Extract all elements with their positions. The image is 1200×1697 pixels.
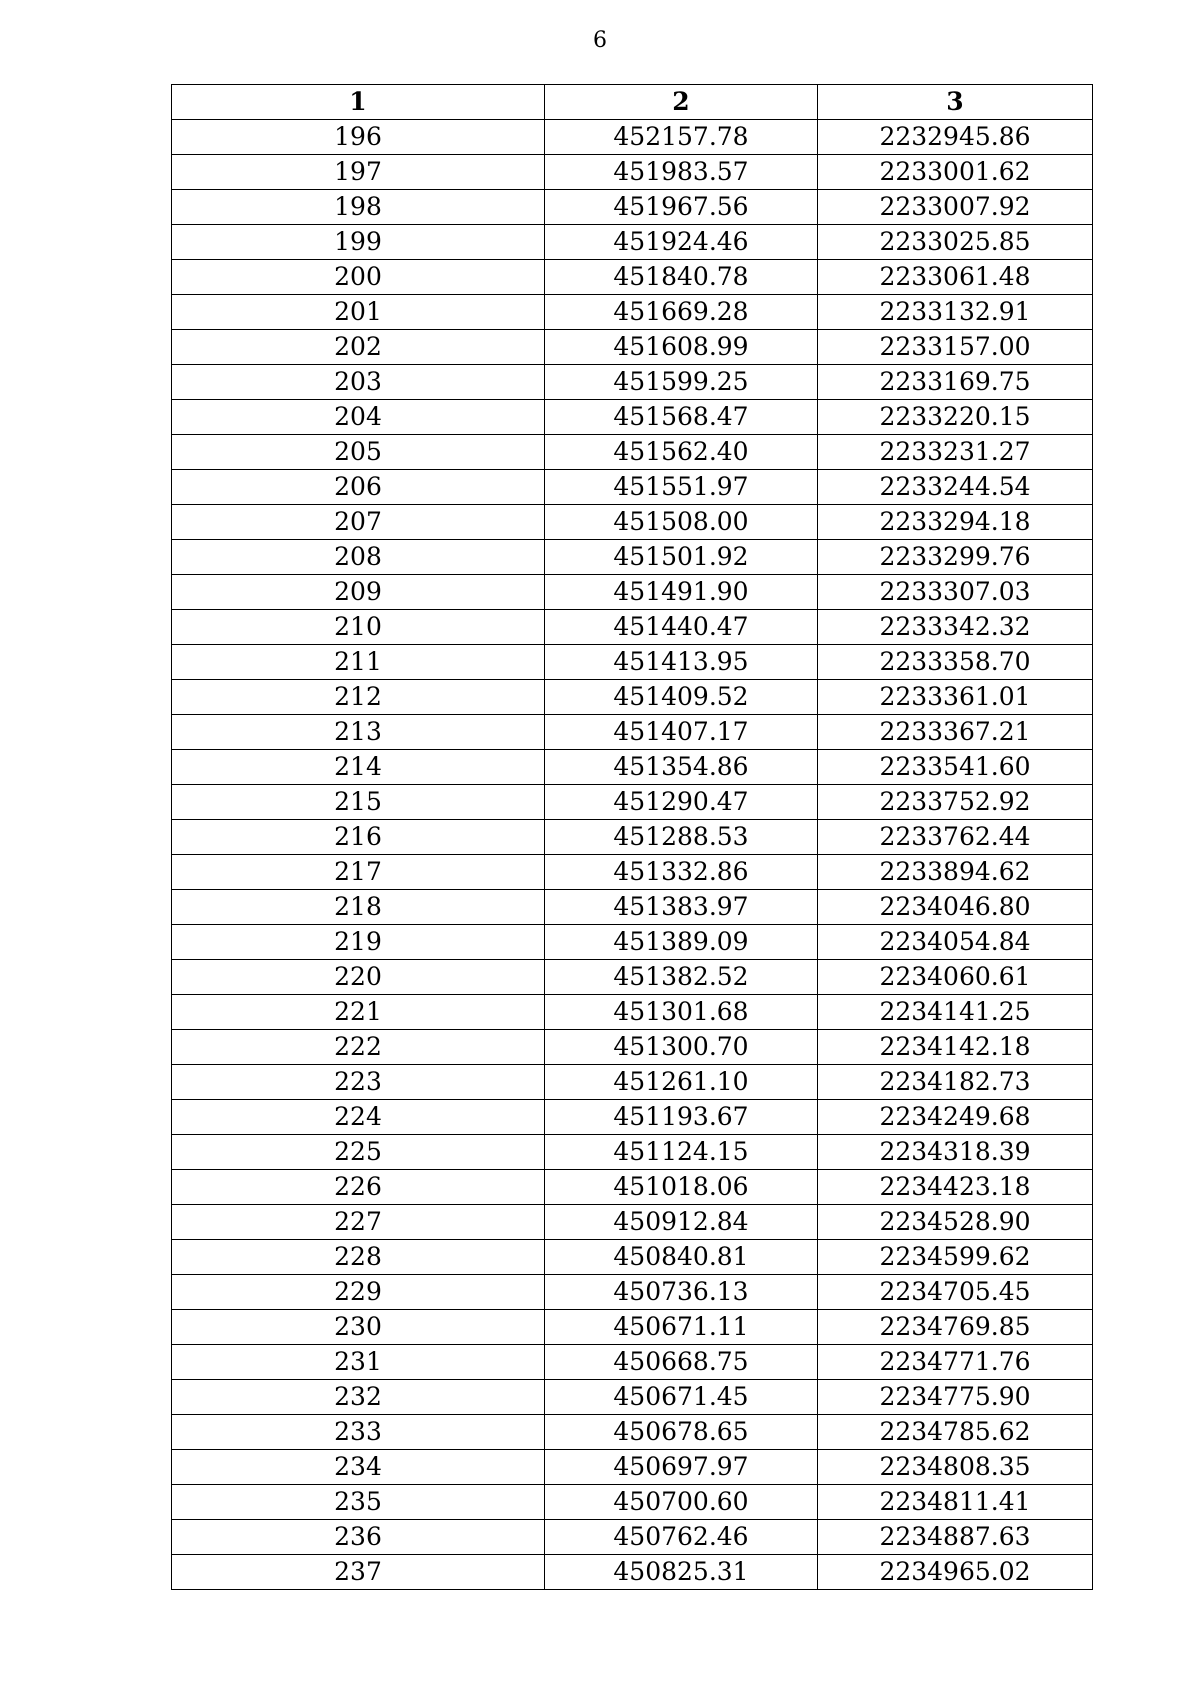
table-row [172,610,1093,645]
point-number-cell: 236 [172,1520,545,1555]
table-row [172,1030,1093,1065]
point-number-cell: 224 [172,1100,545,1135]
coordinate-y-cell: 2234769.85 [818,1310,1093,1345]
table-row [172,1520,1093,1555]
coordinate-x-cell: 450912.84 [545,1205,818,1240]
point-number-cell: 225 [172,1135,545,1170]
table-row [172,890,1093,925]
coordinate-y-cell: 2233361.01 [818,680,1093,715]
coordinate-y-cell: 2233752.92 [818,785,1093,820]
point-number-cell: 209 [172,575,545,610]
coordinate-x-cell: 450762.46 [545,1520,818,1555]
coordinate-x-cell: 451608.99 [545,330,818,365]
table-row [172,120,1093,155]
table-row [172,540,1093,575]
coordinate-y-cell: 2233342.32 [818,610,1093,645]
coordinate-x-cell: 450840.81 [545,1240,818,1275]
table-row [172,260,1093,295]
table-row [172,1450,1093,1485]
table-row [172,435,1093,470]
point-number-cell: 202 [172,330,545,365]
column-header-2: 2 [545,85,818,120]
coordinate-x-cell: 451301.68 [545,995,818,1030]
table-row [172,400,1093,435]
point-number-cell: 214 [172,750,545,785]
point-number-cell: 210 [172,610,545,645]
coordinate-x-cell: 451018.06 [545,1170,818,1205]
coordinate-y-cell: 2234808.35 [818,1450,1093,1485]
point-number-cell: 228 [172,1240,545,1275]
point-number-cell: 227 [172,1205,545,1240]
table-row [172,155,1093,190]
table-row [172,1135,1093,1170]
coordinate-x-cell: 451924.46 [545,225,818,260]
table-row [172,1100,1093,1135]
coordinate-y-cell: 2234046.80 [818,890,1093,925]
point-number-cell: 221 [172,995,545,1030]
table-row [172,1415,1093,1450]
coordinate-y-cell: 2233299.76 [818,540,1093,575]
coordinate-x-cell: 451551.97 [545,470,818,505]
coordinate-y-cell: 2233762.44 [818,820,1093,855]
coordinate-y-cell: 2234771.76 [818,1345,1093,1380]
table-row [172,820,1093,855]
table-row [172,645,1093,680]
point-number-cell: 215 [172,785,545,820]
coordinate-x-cell: 451290.47 [545,785,818,820]
point-number-cell: 196 [172,120,545,155]
point-number-cell: 230 [172,1310,545,1345]
point-number-cell: 218 [172,890,545,925]
table-row [172,1240,1093,1275]
coordinate-x-cell: 452157.78 [545,120,818,155]
coordinate-y-cell: 2233367.21 [818,715,1093,750]
coordinate-x-cell: 451332.86 [545,855,818,890]
coordinate-x-cell: 450671.11 [545,1310,818,1345]
table-row [172,750,1093,785]
coordinate-y-cell: 2233007.92 [818,190,1093,225]
point-number-cell: 219 [172,925,545,960]
coordinate-y-cell: 2234775.90 [818,1380,1093,1415]
coordinate-y-cell: 2233132.91 [818,295,1093,330]
coordinate-x-cell: 450668.75 [545,1345,818,1380]
table-row [172,1345,1093,1380]
table-row [172,855,1093,890]
coordinate-x-cell: 450678.65 [545,1415,818,1450]
point-number-cell: 223 [172,1065,545,1100]
coordinate-y-cell: 2234785.62 [818,1415,1093,1450]
coordinate-x-cell: 451508.00 [545,505,818,540]
table-row [172,1275,1093,1310]
coordinate-x-cell: 450736.13 [545,1275,818,1310]
table-row [172,680,1093,715]
table-row [172,225,1093,260]
point-number-cell: 237 [172,1555,545,1590]
point-number-cell: 204 [172,400,545,435]
coordinate-x-cell: 451193.67 [545,1100,818,1135]
table-row [172,995,1093,1030]
coordinate-y-cell: 2234060.61 [818,960,1093,995]
coordinate-x-cell: 451300.70 [545,1030,818,1065]
table-row [172,1485,1093,1520]
coordinate-y-cell: 2233294.18 [818,505,1093,540]
coordinate-y-cell: 2234182.73 [818,1065,1093,1100]
point-number-cell: 197 [172,155,545,190]
coordinate-x-cell: 451669.28 [545,295,818,330]
table-row [172,785,1093,820]
coordinate-x-cell: 450671.45 [545,1380,818,1415]
point-number-cell: 212 [172,680,545,715]
table-row [172,715,1093,750]
coordinate-y-cell: 2233231.27 [818,435,1093,470]
coordinate-y-cell: 2234054.84 [818,925,1093,960]
table-row [172,330,1093,365]
table-row [172,365,1093,400]
table-row [172,1170,1093,1205]
point-number-cell: 205 [172,435,545,470]
point-number-cell: 216 [172,820,545,855]
coordinate-y-cell: 2233358.70 [818,645,1093,680]
coordinate-y-cell: 2234318.39 [818,1135,1093,1170]
coordinates-table [171,84,1093,1590]
point-number-cell: 232 [172,1380,545,1415]
table-row [172,1065,1093,1100]
point-number-cell: 200 [172,260,545,295]
coordinate-x-cell: 451440.47 [545,610,818,645]
coordinate-y-cell: 2232945.86 [818,120,1093,155]
coordinate-x-cell: 451413.95 [545,645,818,680]
column-header-3: 3 [818,85,1093,120]
table-row [172,1310,1093,1345]
coordinate-y-cell: 2234599.62 [818,1240,1093,1275]
table-row [172,925,1093,960]
table-row [172,470,1093,505]
point-number-cell: 211 [172,645,545,680]
coordinate-x-cell: 450825.31 [545,1555,818,1590]
coordinate-x-cell: 451491.90 [545,575,818,610]
point-number-cell: 226 [172,1170,545,1205]
coordinate-x-cell: 451383.97 [545,890,818,925]
point-number-cell: 220 [172,960,545,995]
coordinate-x-cell: 451501.92 [545,540,818,575]
table-row [172,1555,1093,1590]
coordinate-y-cell: 2234705.45 [818,1275,1093,1310]
coordinate-y-cell: 2233220.15 [818,400,1093,435]
coordinate-x-cell: 451382.52 [545,960,818,995]
coordinate-x-cell: 451568.47 [545,400,818,435]
point-number-cell: 208 [172,540,545,575]
table-row [172,1205,1093,1240]
coordinate-y-cell: 2233025.85 [818,225,1093,260]
coordinate-y-cell: 2233001.62 [818,155,1093,190]
point-number-cell: 201 [172,295,545,330]
coordinate-y-cell: 2233157.00 [818,330,1093,365]
table-row [172,190,1093,225]
page-number: 6 [593,28,607,53]
coordinate-y-cell: 2234887.63 [818,1520,1093,1555]
coordinate-y-cell: 2234528.90 [818,1205,1093,1240]
point-number-cell: 198 [172,190,545,225]
coordinate-y-cell: 2233244.54 [818,470,1093,505]
coordinate-x-cell: 451409.52 [545,680,818,715]
point-number-cell: 213 [172,715,545,750]
point-number-cell: 203 [172,365,545,400]
point-number-cell: 207 [172,505,545,540]
coordinate-x-cell: 451389.09 [545,925,818,960]
coordinate-y-cell: 2233169.75 [818,365,1093,400]
column-header-1: 1 [172,85,545,120]
coordinate-x-cell: 451599.25 [545,365,818,400]
coordinate-x-cell: 451840.78 [545,260,818,295]
coordinate-x-cell: 451261.10 [545,1065,818,1100]
coordinate-y-cell: 2234249.68 [818,1100,1093,1135]
table-row [172,1380,1093,1415]
table-row [172,960,1093,995]
coordinate-y-cell: 2234965.02 [818,1555,1093,1590]
coordinate-x-cell: 450700.60 [545,1485,818,1520]
coordinate-y-cell: 2234811.41 [818,1485,1093,1520]
point-number-cell: 217 [172,855,545,890]
point-number-cell: 222 [172,1030,545,1065]
coordinate-x-cell: 451354.86 [545,750,818,785]
coordinate-y-cell: 2233541.60 [818,750,1093,785]
coordinate-x-cell: 451407.17 [545,715,818,750]
table-row [172,295,1093,330]
table-row [172,505,1093,540]
table-body [172,120,1093,1590]
coordinate-x-cell: 451562.40 [545,435,818,470]
point-number-cell: 235 [172,1485,545,1520]
point-number-cell: 199 [172,225,545,260]
point-number-cell: 233 [172,1415,545,1450]
coordinate-y-cell: 2234142.18 [818,1030,1093,1065]
coordinate-x-cell: 451967.56 [545,190,818,225]
coordinate-x-cell: 451983.57 [545,155,818,190]
coordinate-y-cell: 2234423.18 [818,1170,1093,1205]
coordinate-x-cell: 451124.15 [545,1135,818,1170]
coordinate-y-cell: 2233307.03 [818,575,1093,610]
table-header [172,85,1093,120]
header-row [172,85,1093,120]
point-number-cell: 234 [172,1450,545,1485]
coordinate-y-cell: 2233061.48 [818,260,1093,295]
coordinate-x-cell: 450697.97 [545,1450,818,1485]
point-number-cell: 229 [172,1275,545,1310]
coordinate-y-cell: 2234141.25 [818,995,1093,1030]
point-number-cell: 231 [172,1345,545,1380]
point-number-cell: 206 [172,470,545,505]
table-row [172,575,1093,610]
coordinate-x-cell: 451288.53 [545,820,818,855]
coordinate-y-cell: 2233894.62 [818,855,1093,890]
